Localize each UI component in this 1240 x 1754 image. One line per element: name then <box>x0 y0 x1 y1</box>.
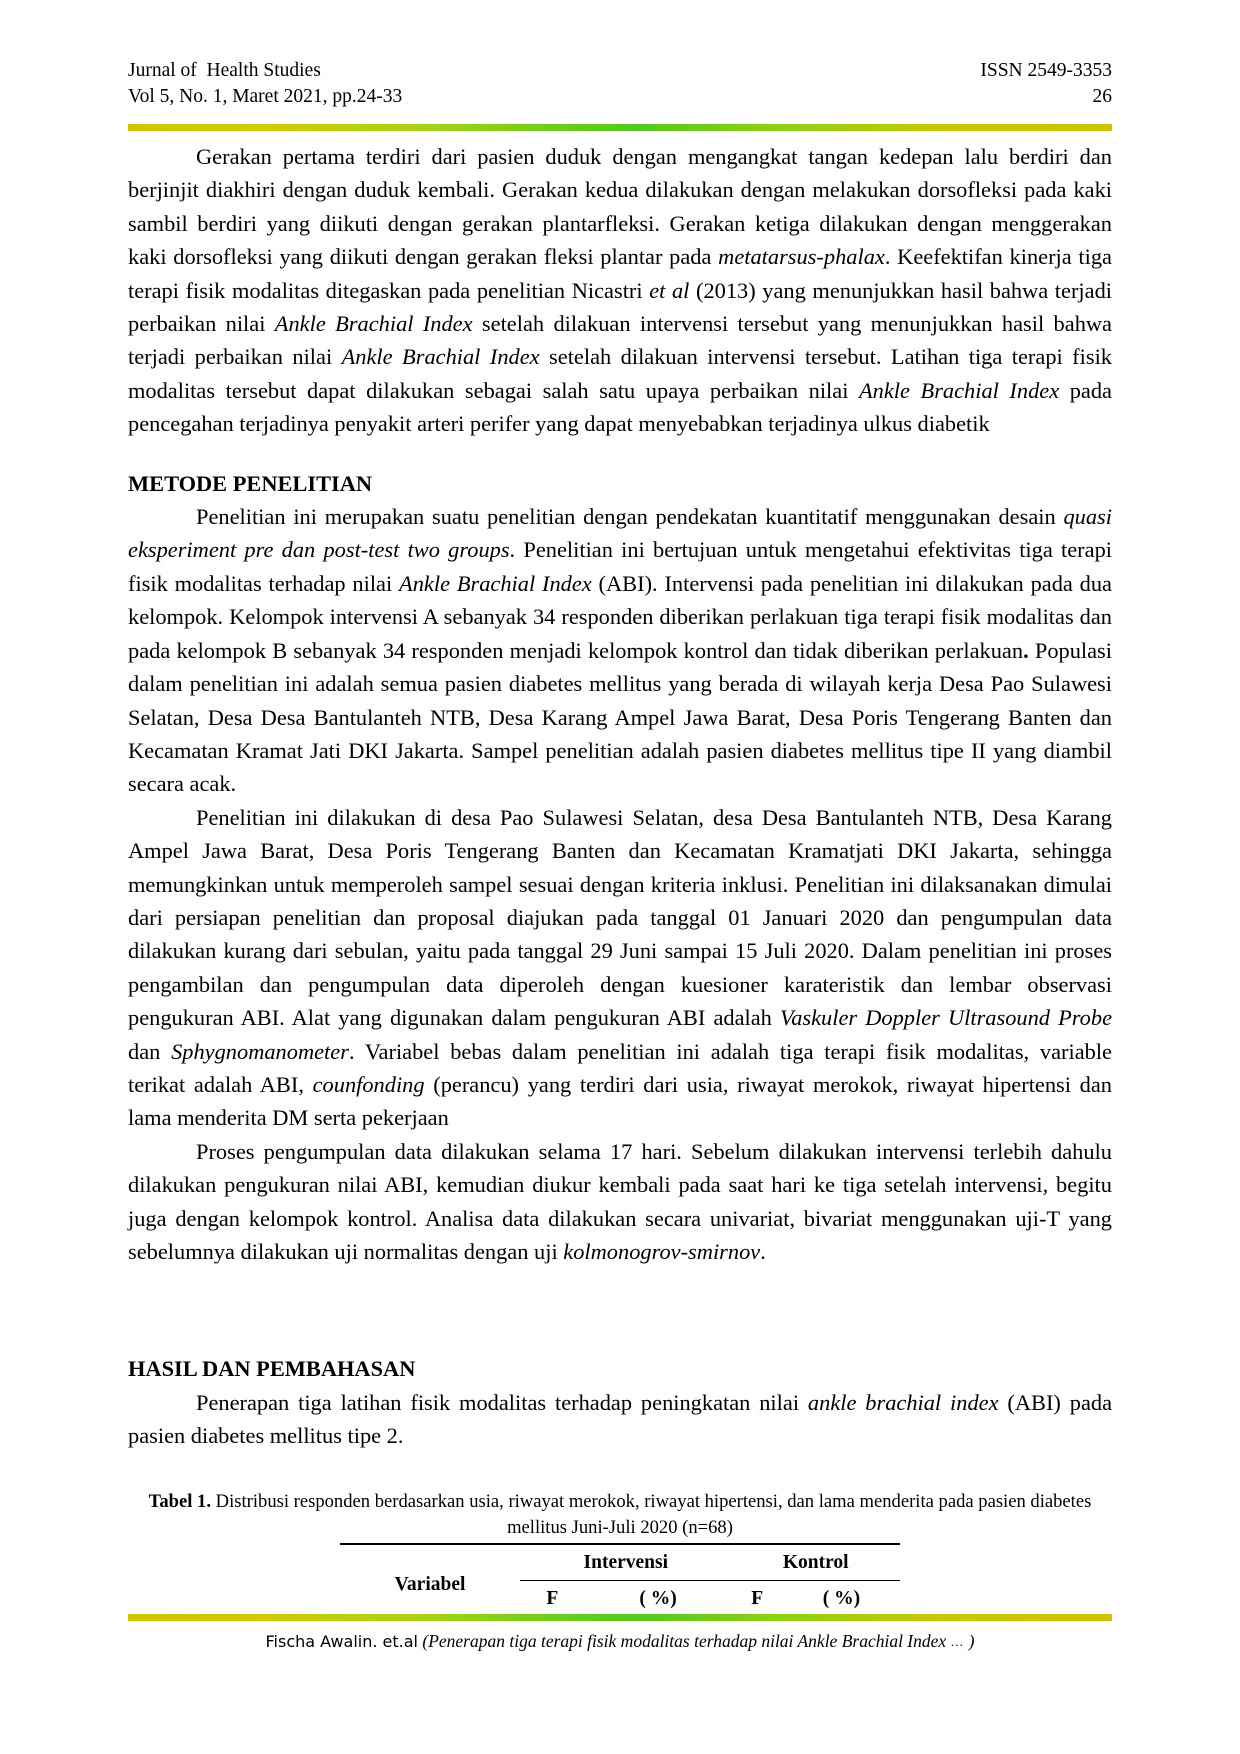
table-1-caption <box>128 1489 1112 1541</box>
text-run: . Penelitian ini bertujuan untuk mengetahui efektivitas tiga terapi fisik modalitas terhadap nilai <box>128 537 1112 596</box>
col-header-kontrol: Kontrol <box>731 1544 900 1581</box>
text-run: . Keefektifan kinerja tiga terapi fisik modalitas ditegaskan pada penelitian Nicastri <box>128 244 1112 303</box>
footer-ellipsis: … <box>946 1634 969 1649</box>
paragraph-metode-1 <box>128 500 1112 801</box>
text-run: (2013) yang menunjukkan hasil bahwa terjadi perbaikan nilai <box>128 277 1112 337</box>
col-header-variabel: Variabel <box>340 1544 520 1617</box>
section-heading-metode: METODE PENELITIAN <box>128 470 373 496</box>
text-run: (perancu) yang terdiri dari usia, riwayat merokok, riwayat hipertensi dan lama menderita DM serta pekerjaan <box>128 1071 1112 1131</box>
footer-authors: Fischa Awalin. et.al <box>265 1632 418 1651</box>
running-head-row-1 <box>128 58 1112 84</box>
italic-run: kolmonogrov-smirnov <box>563 1239 761 1264</box>
footer-open-paren: ( <box>418 1631 429 1651</box>
paragraph-metode-2 <box>128 801 1112 1135</box>
italic-run: ankle brachial index <box>807 1389 999 1415</box>
italic-run: Ankle Brachial Index <box>399 570 592 596</box>
col-header-f-intervensi: F <box>520 1580 584 1617</box>
italic-run: counfonding <box>312 1071 425 1097</box>
text-run: Gerakan pertama terdiri dari pasien duduk dengan mengangkat tangan kedepan lalu berdiri dan berjinjit diakhiri dengan duduk kembali. Gerakan kedua dilakukan dengan melakukan dorsofleksi pada kaki sambil berdiri yang diikuti dengan gerakan plantarfleksi. Gerakan ketiga dilakukan dengan menggerakan kaki dorsofleksi yang diikuti dengan gerakan fleksi plantar pada <box>128 144 1112 270</box>
article-body <box>128 140 1112 1618</box>
table-header-row-groups <box>340 1544 900 1581</box>
paragraph-intro <box>128 140 1112 441</box>
text-run: (ABI) pada pasien diabetes mellitus tipe 2. <box>128 1389 1113 1449</box>
issn: ISSN 2549-3353 <box>980 60 1112 81</box>
text-run: setelah dilakuan intervensi tersebut yang menunjukkan hasil bahwa terjadi perbaikan nilai <box>128 311 1112 370</box>
text-run: Penelitian ini merupakan suatu penelitian dengan pendekatan kuantitatif menggunakan desain <box>196 504 1064 530</box>
footer-rule <box>128 1614 1112 1621</box>
table-caption-text: Distribusi responden berdasarkan usia, riwayat merokok, riwayat hipertensi, dan lama menderita pada pasien diabetes mellitus Juni-Juli 2020 (n=68) <box>211 1490 1092 1538</box>
header-rule <box>128 124 1112 131</box>
volume-issue-line: Vol 5, No. 1, Maret 2021, pp.24-33 <box>128 86 403 107</box>
footer-citation <box>128 1628 1112 1655</box>
page-number: 26 <box>1092 86 1112 107</box>
section-heading-hasil: HASIL DAN PEMBAHASAN <box>128 1356 416 1382</box>
text-run: begitu juga dengan kelompok kontrol. Analisa data dilakukan secara univariat, bivariat menggunakan uji-T yang sebelumnya dilakukan uji normalitas dengan uji <box>128 1172 1112 1264</box>
table-1-block <box>128 1489 1112 1618</box>
table-1-head <box>340 1544 900 1617</box>
italic-run: Sphygnomanometer <box>171 1038 349 1064</box>
text-run: Penelitian ini dilakukan di desa Pao Sulawesi Selatan, desa Desa Bantulanteh NTB, Desa Karang Ampel Jawa Barat, Desa Poris Tengerang Banten dan Kecamatan Kramatjati DKI Jakarta, sehingga memungkinkan untuk memperoleh sampel sesuai dengan kriteria inklusi. Penelitian ini dilaksanakan dimulai dari persiapan penelitian dan proposal diajukan pada tanggal 01 Januari 2020 dan pengumpulan data dilakukan kurang dari sebulan, yaitu pada tanggal 29 Juni sampai 15 Juli 2020. Dalam penelitian ini proses pengambilan dan pengumpulan data diperoleh dengan kuesioner karateristik dan lembar observasi pengukuran ABI. Alat yang digunakan dalam pengukuran ABI adalah <box>128 804 1112 1031</box>
journal-name: Jurnal of Health Studies <box>128 60 321 81</box>
italic-run: Vaskuler Doppler Ultrasound Probe <box>780 1005 1113 1031</box>
text-run: Populasi dalam penelitian ini adalah semua pasien diabetes mellitus yang berada di wilayah kerja Desa Pao Sulawesi Selatan, Desa Desa Bantulanteh NTB, Desa Karang Ampel Jawa Barat, Desa Poris Tengerang Banten dan Kecamatan Kramat Jati DKI Jakarta. Sampel penelitian adalah pasien diabetes mellitus tipe II yang diambil secara acak. <box>128 637 1112 797</box>
running-head <box>128 58 1112 110</box>
col-header-pct-kontrol: ( %) <box>783 1580 900 1617</box>
text-run: Proses pengumpulan data dilakukan selama 17 hari. Sebelum dilakukan intervensi terlebih dahulu dilakukan pengukuran nilai ABI, kemudian diukur kembali pada saat hari ke tiga setelah intervensi <box>128 1138 1112 1198</box>
text-run: setelah dilakuan intervensi tersebut. Latihan tiga terapi fisik modalitas tersebut dapat dilakukan sebagai salah satu upaya perbaikan nilai <box>128 344 1112 403</box>
italic-run: Ankle Brachial Index <box>274 311 473 337</box>
table-1 <box>340 1543 900 1618</box>
text-run: . <box>760 1239 766 1264</box>
italic-run: Ankle Brachial Index <box>341 344 540 370</box>
text-run: . Variabel bebas dalam penelitian ini adalah tiga terapi fisik modalitas, variable terikat adalah ABI, <box>128 1038 1112 1097</box>
italic-run: metatarsus-phalax <box>718 244 885 270</box>
footer-title: Penerapan tiga terapi fisik modalitas terhadap nilai Ankle Brachial Index <box>428 1631 947 1651</box>
text-run: Penerapan tiga latihan fisik modalitas terhadap peningkatan nilai <box>196 1389 808 1415</box>
italic-run: , <box>1042 1172 1049 1198</box>
running-head-row-2 <box>128 84 1112 110</box>
italic-run: Ankle Brachial Index <box>859 377 1060 403</box>
table-caption-label: Tabel 1. <box>148 1490 212 1512</box>
italic-run: quasi eksperiment pre dan post-test two groups <box>128 504 1112 563</box>
col-header-intervensi: Intervensi <box>520 1544 731 1581</box>
text-run: (ABI). Intervensi pada penelitian ini dilakukan pada dua kelompok. Kelompok intervensi A sebanyak 34 responden diberikan perlakuan tiga terapi fisik modalitas dan pada kelompok B sebanyak 34 responden menjadi kelompok kontrol dan tidak diberikan perlakuan <box>128 570 1112 663</box>
footer-close-paren: ) <box>968 1631 975 1651</box>
col-header-pct-intervensi: ( %) <box>585 1580 732 1617</box>
paragraph-metode-3 <box>128 1135 1112 1269</box>
col-header-f-kontrol: F <box>731 1580 782 1617</box>
text-run: dan <box>128 1038 172 1064</box>
bold-run: . <box>1023 637 1029 663</box>
paragraph-hasil <box>128 1386 1112 1453</box>
italic-run: et al <box>649 277 690 303</box>
text-run: pada pencegahan terjadinya penyakit arteri perifer yang dapat menyebabkan terjadinya ulkus diabetik <box>128 377 1112 437</box>
